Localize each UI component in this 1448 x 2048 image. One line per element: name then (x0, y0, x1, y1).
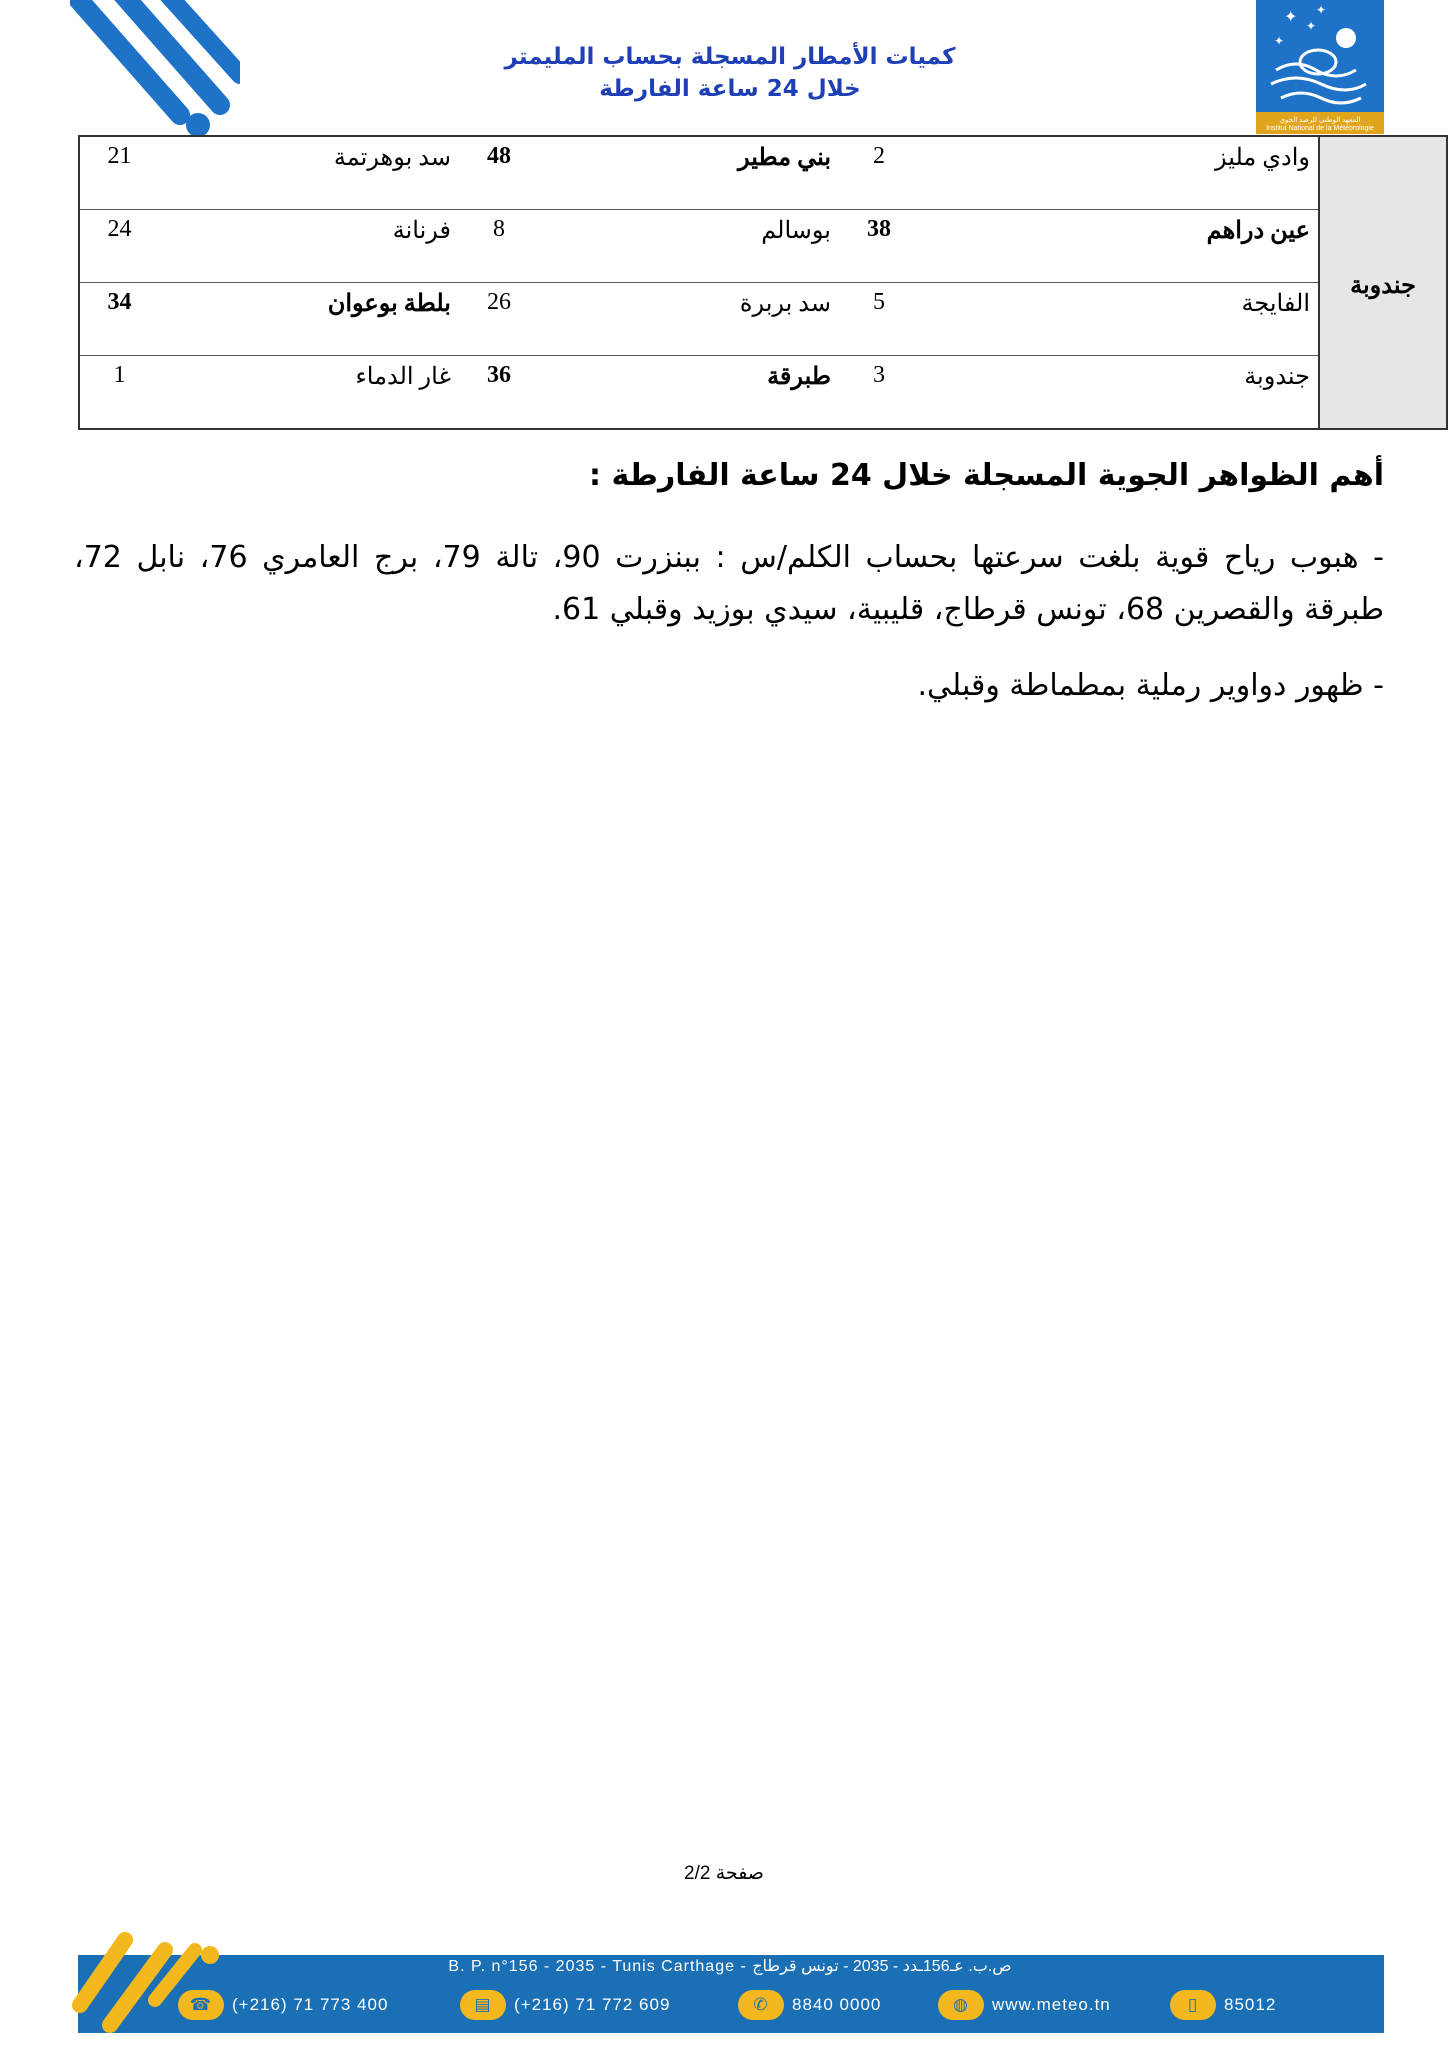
table-row (79, 356, 1447, 430)
phenomena-title: أهم الظواهر الجوية المسجلة خلال 24 ساعة الفارطة : (589, 458, 1384, 493)
logo-emblem-icon (1256, 0, 1384, 112)
svg-text:✦: ✦ (1284, 7, 1298, 26)
globe-icon: ◍ (938, 1990, 984, 2020)
hotline-icon: ✆ (738, 1990, 784, 2020)
rain-value: 38 (839, 210, 919, 283)
rainfall-table (78, 135, 1448, 430)
station-name: طبرقة (539, 356, 839, 430)
rain-value: 2 (839, 136, 919, 210)
footer-fax: ▤ (+216) 71 772 609 (460, 1988, 670, 2022)
logo-text-fr: Institut National de la Météorologie (1266, 125, 1374, 132)
rain-value: 48 (459, 136, 539, 210)
footer-address: B. P. n°156 - 2035 - Tunis Carthage - ص.ب. عـ156ـدد - 2035 - تونس قرطاج (448, 1958, 1012, 1975)
footer-phone: ☎ (+216) 71 773 400 (178, 1988, 388, 2022)
rain-value: 5 (839, 283, 919, 356)
phenomena-paragraph-sand: - ظهور دواوير رملية بمطماطة وقبلي. (917, 668, 1384, 703)
station-name: فرنانة (159, 210, 459, 283)
header-title-line1: كميات الأمطار المسجلة بحساب المليمتر (504, 44, 956, 70)
header-title-line2: خلال 24 ساعة الفارطة (599, 76, 861, 102)
station-name: غار الدماء (159, 356, 459, 430)
rain-value: 34 (79, 283, 159, 356)
fax-icon: ▤ (460, 1990, 506, 2020)
station-name: الفايجة (919, 283, 1319, 356)
station-name: وادي مليز (919, 136, 1319, 210)
rain-value: 21 (79, 136, 159, 210)
svg-text:✦: ✦ (1316, 3, 1327, 17)
footer-sms: ▯ 85012 (1170, 1988, 1276, 2022)
table-row (79, 283, 1447, 356)
rain-value: 1 (79, 356, 159, 430)
station-name: سد بوهرتمة (159, 136, 459, 210)
phone-icon: ☎ (178, 1990, 224, 2020)
phenomena-paragraph-wind: - هبوب رياح قوية بلغت سرعتها بحساب الكلم/س : ببنزرت 90، تالة 79، برج العامري 76، نابل 72، طبرقة والقصرين 68، تونس قرطاج، قليبية، سيدي بوزيد وقبلي 61. (74, 540, 1384, 627)
footer-website[interactable]: ◍ www.meteo.tn (938, 1988, 1111, 2022)
rain-value: 26 (459, 283, 539, 356)
table-row (79, 136, 1447, 210)
rain-value: 24 (79, 210, 159, 283)
station-name: بني مطير (539, 136, 839, 210)
station-name: بوسالم (539, 210, 839, 283)
station-name: عين دراهم (919, 210, 1319, 283)
rain-value: 36 (459, 356, 539, 430)
station-name: بلطة بوعوان (159, 283, 459, 356)
station-name: سد بربرة (539, 283, 839, 356)
table-row (79, 210, 1447, 283)
footer-hotline: ✆ 8840 0000 (738, 1988, 881, 2022)
station-name: جندوبة (919, 356, 1319, 430)
page-number: صفحة 2/2 (684, 1863, 764, 1884)
mobile-icon: ▯ (1170, 1990, 1216, 2020)
header-stripes-logo (70, 0, 240, 140)
svg-text:✦: ✦ (1274, 34, 1285, 48)
svg-text:✦: ✦ (1306, 19, 1317, 33)
inm-logo (1256, 0, 1384, 134)
region-cell: جندوبة (1319, 136, 1447, 429)
rain-value: 8 (459, 210, 539, 283)
logo-text-ar: المعهد الوطني للرصد الجوي (1279, 117, 1361, 124)
rain-value: 3 (839, 356, 919, 430)
